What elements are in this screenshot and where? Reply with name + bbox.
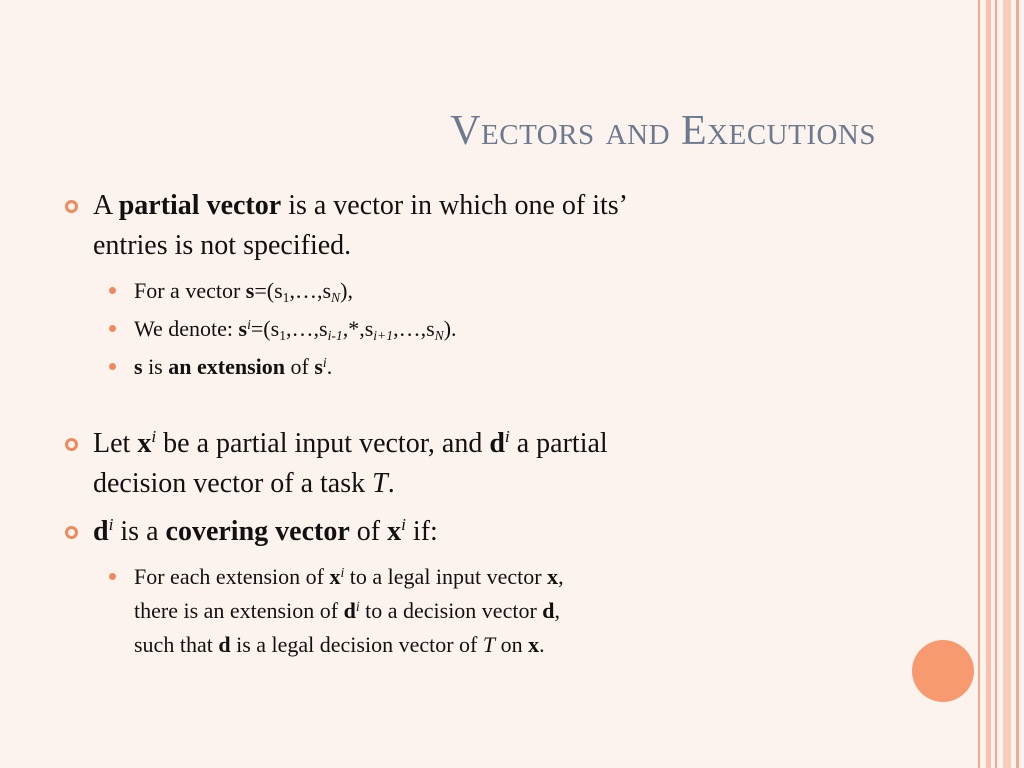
decorative-stripe (978, 0, 980, 768)
slide-body (64, 186, 884, 662)
bullet-icon (65, 200, 78, 213)
slide-title: Vectors and Executions (450, 108, 876, 154)
subbullet-extension: s is an extension of $s^i$. (64, 350, 884, 384)
subbullet-icon (109, 363, 116, 370)
bullet-icon (65, 526, 78, 539)
subbullet-icon (109, 325, 116, 332)
decorative-circle (912, 640, 974, 702)
decorative-stripe (1003, 0, 1011, 768)
decorative-stripe (995, 0, 997, 768)
bullet-partial-vector: A partial vector is a vector in which one of its’ entries is not specified. (64, 186, 884, 266)
subbullet-icon (109, 573, 116, 580)
bullet-let-x: Let $x^i$ be a partial input vector, and $d^i$ a partial decision vector of a task T. (64, 424, 884, 504)
decorative-stripe (1016, 0, 1019, 768)
subbullet-for-each-extension: For each extension of $x^i$ to a legal input vector x, there is an extension of $d^i$ to a decision vector d, such that d is a legal decision vector of T on x. (64, 560, 884, 662)
subbullet-we-denote: We denote: $s^i=(s_1,\dots,s_{i-1},*,s_{i+1},\dots,s_N)$. (64, 312, 884, 346)
bullet-covering-vector: $d^i$ is a covering vector of $x^i$ if: (64, 512, 884, 552)
bullet-icon (65, 438, 78, 451)
decorative-stripe (986, 0, 991, 768)
subbullet-for-a-vector: For a vector $s=(s_1,\dots,s_N)$, (64, 274, 884, 308)
subbullet-icon (109, 287, 116, 294)
